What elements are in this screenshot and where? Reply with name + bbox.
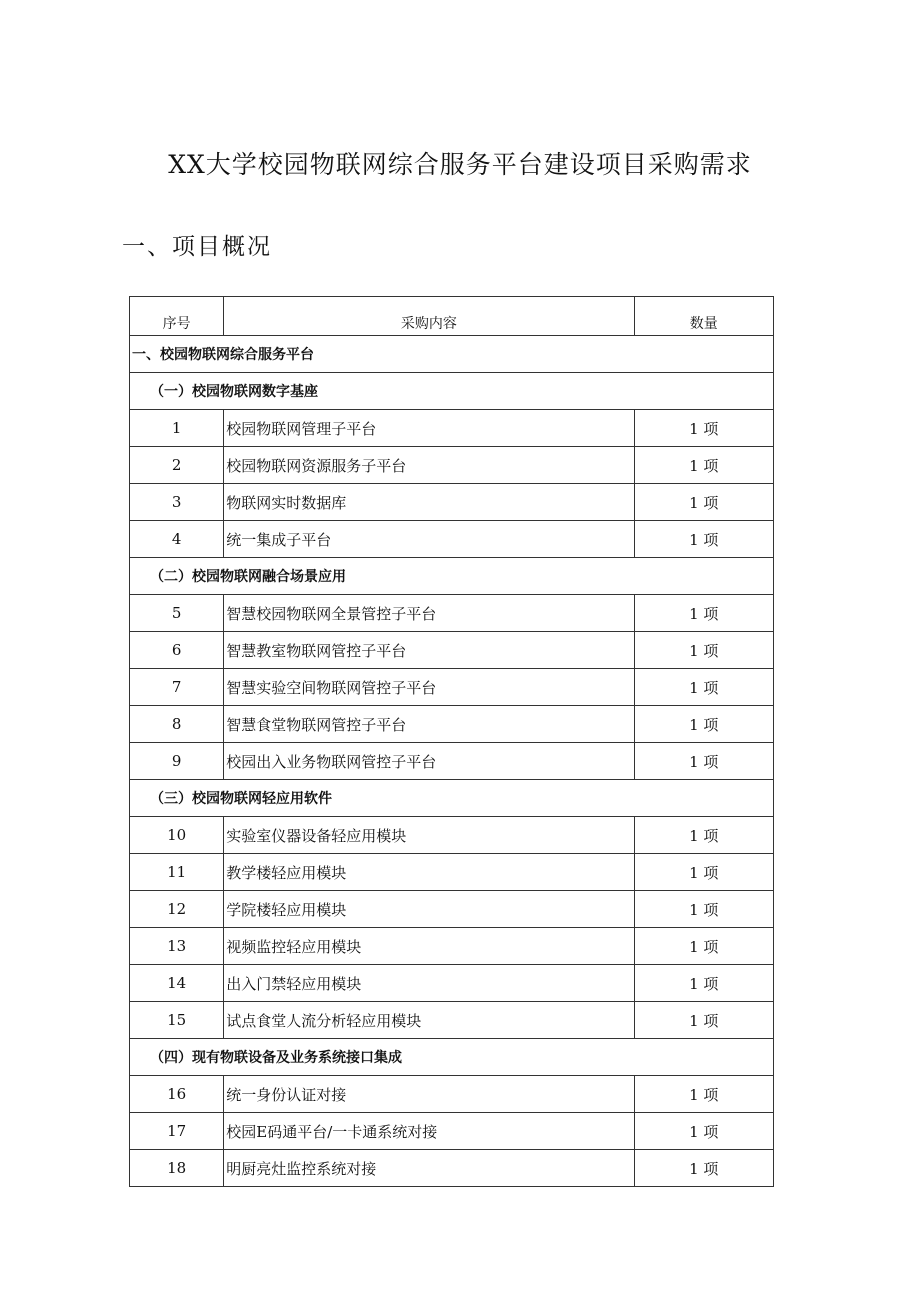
- header-qty: 数量: [634, 297, 773, 336]
- row-content: 物联网实时数据库: [224, 484, 634, 521]
- row-content: 实验室仪器设备轻应用模块: [224, 817, 634, 854]
- table-header-row: [130, 297, 774, 336]
- row-number: 4: [130, 521, 224, 558]
- row-quantity: 1 项: [634, 1076, 773, 1113]
- table-row: [130, 706, 774, 743]
- row-content: 教学楼轻应用模块: [224, 854, 634, 891]
- row-number: 1: [130, 410, 224, 447]
- row-number: 7: [130, 669, 224, 706]
- row-number: 16: [130, 1076, 224, 1113]
- subgroup-title: （二）校园物联网融合场景应用: [130, 558, 774, 595]
- row-number: 10: [130, 817, 224, 854]
- row-content: 明厨亮灶监控系统对接: [224, 1150, 634, 1187]
- row-quantity: 1 项: [634, 1002, 773, 1039]
- table-row: [130, 1002, 774, 1039]
- row-quantity: 1 项: [634, 632, 773, 669]
- row-content: 智慧实验空间物联网管控子平台: [224, 669, 634, 706]
- row-quantity: 1 项: [634, 965, 773, 1002]
- row-number: 3: [130, 484, 224, 521]
- group-row: [130, 336, 774, 373]
- table-row: [130, 632, 774, 669]
- row-number: 13: [130, 928, 224, 965]
- row-quantity: 1 项: [634, 928, 773, 965]
- row-number: 11: [130, 854, 224, 891]
- table-row: [130, 484, 774, 521]
- header-no: 序号: [130, 297, 224, 336]
- row-quantity: 1 项: [634, 410, 773, 447]
- row-content: 学院楼轻应用模块: [224, 891, 634, 928]
- row-quantity: 1 项: [634, 854, 773, 891]
- table-row: [130, 410, 774, 447]
- row-number: 9: [130, 743, 224, 780]
- section-heading: 一、项目概况: [122, 234, 272, 260]
- row-content: 智慧教室物联网管控子平台: [224, 632, 634, 669]
- table-row: [130, 1150, 774, 1187]
- row-content: 智慧食堂物联网管控子平台: [224, 706, 634, 743]
- table-row: [130, 521, 774, 558]
- table-row: [130, 817, 774, 854]
- row-content: 统一身份认证对接: [224, 1076, 634, 1113]
- row-quantity: 1 项: [634, 1150, 773, 1187]
- row-number: 8: [130, 706, 224, 743]
- table-row: [130, 1113, 774, 1150]
- row-number: 18: [130, 1150, 224, 1187]
- subgroup-row: [130, 780, 774, 817]
- subgroup-title: （四）现有物联设备及业务系统接口集成: [130, 1039, 774, 1076]
- row-quantity: 1 项: [634, 669, 773, 706]
- row-quantity: 1 项: [634, 817, 773, 854]
- subgroup-row: [130, 558, 774, 595]
- row-number: 17: [130, 1113, 224, 1150]
- row-content: 试点食堂人流分析轻应用模块: [224, 1002, 634, 1039]
- table-row: [130, 447, 774, 484]
- row-content: 视频监控轻应用模块: [224, 928, 634, 965]
- row-quantity: 1 项: [634, 743, 773, 780]
- row-content: 校园物联网管理子平台: [224, 410, 634, 447]
- row-number: 12: [130, 891, 224, 928]
- table-row: [130, 928, 774, 965]
- row-content: 智慧校园物联网全景管控子平台: [224, 595, 634, 632]
- table-row: [130, 1076, 774, 1113]
- subgroup-title: （三）校园物联网轻应用软件: [130, 780, 774, 817]
- table-row: [130, 743, 774, 780]
- row-quantity: 1 项: [634, 484, 773, 521]
- row-number: 14: [130, 965, 224, 1002]
- row-content: 校园E码通平台/一卡通系统对接: [224, 1113, 634, 1150]
- row-quantity: 1 项: [634, 595, 773, 632]
- document-title: XX大学校园物联网综合服务平台建设项目采购需求: [168, 150, 752, 179]
- row-quantity: 1 项: [634, 706, 773, 743]
- procurement-table: [129, 296, 774, 1187]
- row-quantity: 1 项: [634, 521, 773, 558]
- row-content: 统一集成子平台: [224, 521, 634, 558]
- row-number: 5: [130, 595, 224, 632]
- table-row: [130, 965, 774, 1002]
- row-content: 出入门禁轻应用模块: [224, 965, 634, 1002]
- row-content: 校园出入业务物联网管控子平台: [224, 743, 634, 780]
- row-content: 校园物联网资源服务子平台: [224, 447, 634, 484]
- table-row: [130, 669, 774, 706]
- group-title: 一、校园物联网综合服务平台: [130, 336, 774, 373]
- subgroup-title: （一）校园物联网数字基座: [130, 373, 774, 410]
- row-number: 6: [130, 632, 224, 669]
- row-quantity: 1 项: [634, 891, 773, 928]
- header-content: 采购内容: [224, 297, 634, 336]
- row-quantity: 1 项: [634, 447, 773, 484]
- table-row: [130, 854, 774, 891]
- subgroup-row: [130, 373, 774, 410]
- row-number: 2: [130, 447, 224, 484]
- row-number: 15: [130, 1002, 224, 1039]
- table-row: [130, 891, 774, 928]
- row-quantity: 1 项: [634, 1113, 773, 1150]
- subgroup-row: [130, 1039, 774, 1076]
- table-row: [130, 595, 774, 632]
